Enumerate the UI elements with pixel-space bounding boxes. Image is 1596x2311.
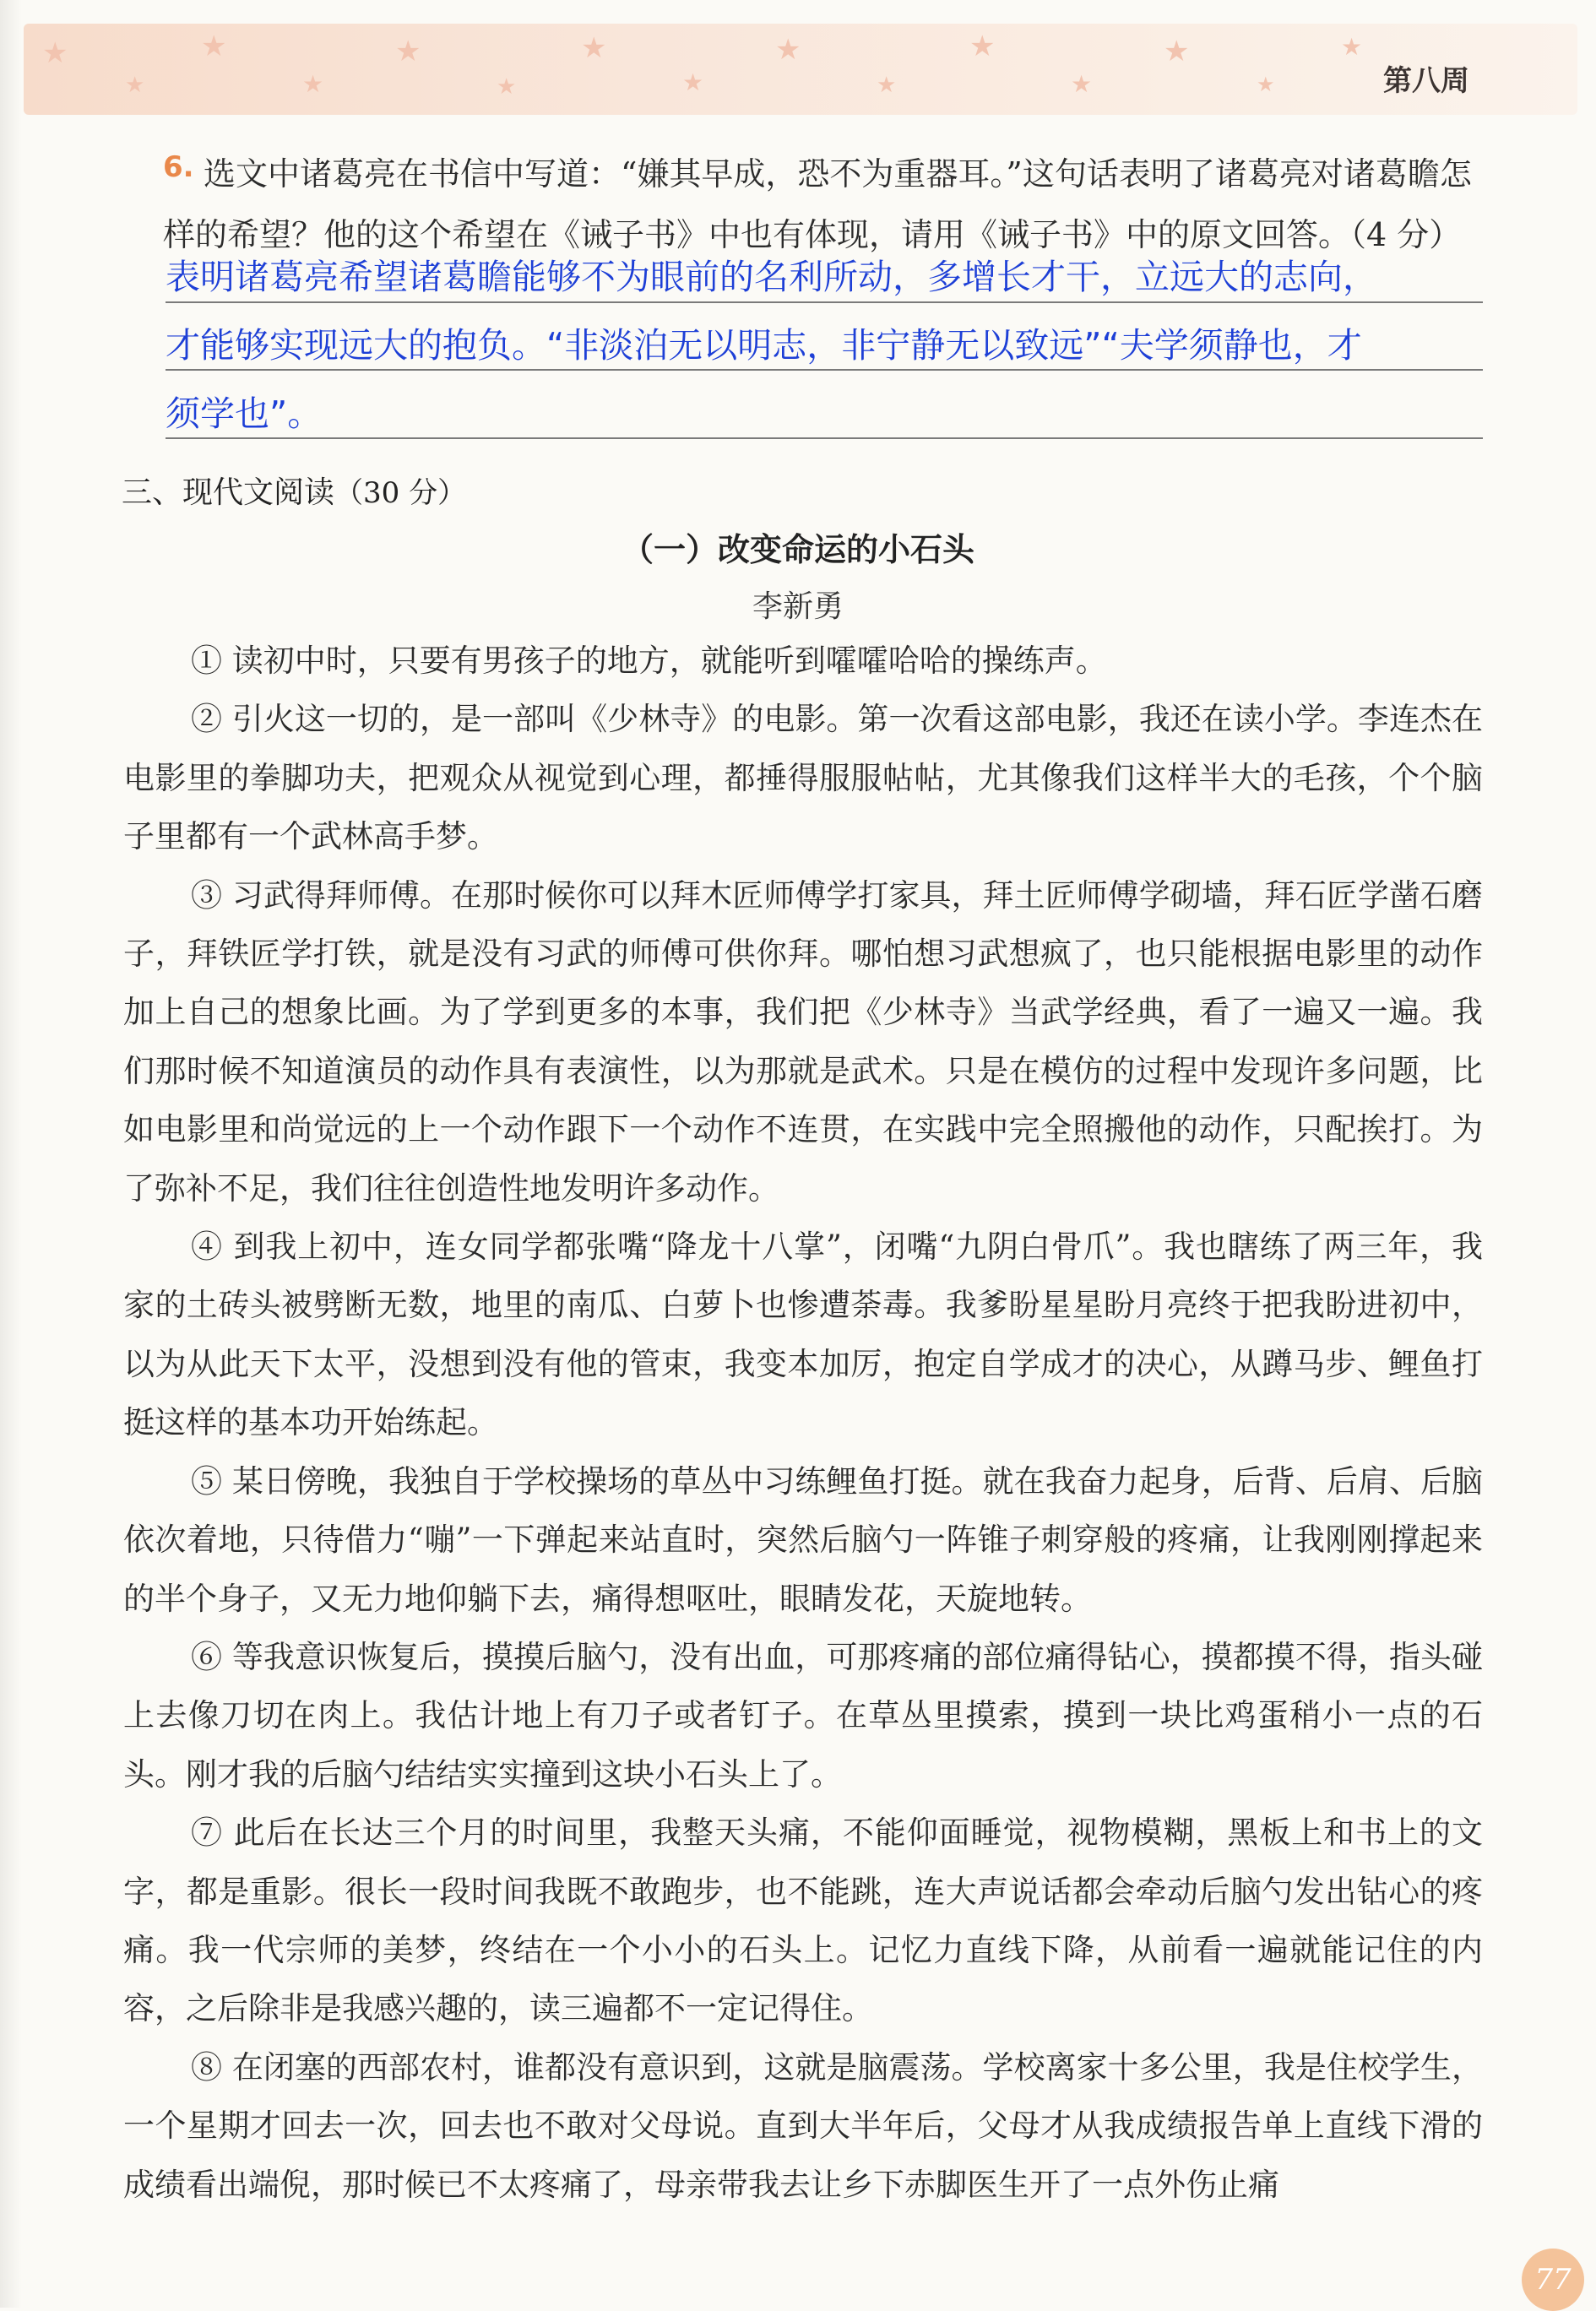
star-icon: ★ xyxy=(1071,70,1093,98)
handwritten-answer xyxy=(166,243,1491,448)
star-icon: ★ xyxy=(1341,33,1363,61)
paragraph-4: ④ 到我上初中，连女同学都张嘴“降龙十八掌”，闭嘴“九阴白骨爪”。我也瞎练了两三年，我家的土砖头被劈断无数，地里的南瓜、白萝卜也惨遭荼毒。我爹盼星星盼月亮终于把我盼进初中，以为从此天下太平，没想到没有他的管束，我变本加厉，抱定自学成才的决心，从蹲马步、鲤鱼打挺这样的基本功开始练起。 xyxy=(123,1229,1483,1441)
answer-line: 表明诸葛亮希望诸葛瞻能够不为眼前的名利所动，多增长才干，立远大的志向， xyxy=(166,257,1377,297)
section-label: 三、现代文阅读 xyxy=(122,475,335,510)
star-icon: ★ xyxy=(201,30,227,63)
answer-rule xyxy=(166,369,1483,371)
scan-edge xyxy=(0,0,22,2308)
star-icon: ★ xyxy=(395,35,421,68)
star-icon: ★ xyxy=(775,33,801,67)
article-body xyxy=(123,632,1483,2214)
section-heading xyxy=(122,469,466,512)
paragraph-6: ⑥ 等我意识恢复后，摸摸后脑勺，没有出血，可那疼痛的部位痛得钻心，摸都摸不得，指头碰上去像刀切在肉上。我估计地上有刀子或者钉子。在草丛里摸索，摸到一块比鸡蛋稍小一点的石头。刚才我的后脑勺结结实实撞到这块小石头上了。 xyxy=(123,1638,1483,1793)
question-text: 选文中诸葛亮在书信中写道：“嫌其早成，恐不为重器耳。”这句话表明了诸葛亮对诸葛瞻怎样的希望？他的这个希望在《诫子书》中也有体现，请用《诫子书》中的原文回答。（4 分） xyxy=(163,155,1472,253)
article-author: 李新勇 xyxy=(752,589,844,624)
answer-rule xyxy=(166,301,1483,303)
star-icon: ★ xyxy=(302,70,324,98)
page-header-band xyxy=(24,24,1577,115)
star-icon: ★ xyxy=(682,68,704,96)
paragraph-5: ⑤ 某日傍晚，我独自于学校操场的草丛中习练鲤鱼打挺。就在我奋力起身，后背、后肩、后脑依次着地，只待借力“嘣”一下弹起来站直时，突然后脑勺一阵锥子刺穿般的疼痛，让我刚刚撑起来的半个身子，又无力地仰躺下去，痛得想呕吐，眼睛发花，天旋地转。 xyxy=(123,1462,1483,1617)
article-title: （一）改变命运的小石头 xyxy=(621,531,974,568)
star-icon: ★ xyxy=(581,31,607,65)
star-icon: ★ xyxy=(969,30,996,63)
answer-rule xyxy=(166,437,1483,439)
paragraph-2: ② 引火这一切的，是一部叫《少林寺》的电影。第一次看这部电影，我还在读小学。李连杰在电影里的拳脚功夫，把观众从视觉到心理，都捶得服服帖帖，尤其像我们这样半大的毛孩，个个脑子里都有一个武林高手梦。 xyxy=(123,701,1483,855)
answer-line: 须学也”。 xyxy=(166,393,323,434)
star-icon: ★ xyxy=(497,74,517,100)
star-icon: ★ xyxy=(877,73,897,98)
week-label: 第八周 xyxy=(1383,64,1469,98)
question-number: 6. xyxy=(163,150,194,184)
star-icon: ★ xyxy=(42,36,68,70)
star-icon: ★ xyxy=(125,73,145,98)
paragraph-8: ⑧ 在闭塞的西部农村，谁都没有意识到，这就是脑震荡。学校离家十多公里，我是住校学生，一个星期才回去一次，回去也不敢对父母说。直到大半年后，父母才从我成绩报告单上直线下滑的成绩看出端倪，那时候已不太疼痛了，母亲带我去让乡下赤脚医生开了一点外伤止痛 xyxy=(123,2048,1483,2203)
page-number: 77 xyxy=(1522,2249,1584,2311)
answer-line: 才能够实现远大的抱负。“非淡泊无以明志，非宁静无以致远”“夫学须静也，才 xyxy=(166,325,1362,366)
star-icon: ★ xyxy=(1257,73,1275,96)
paragraph-1: ① 读初中时，只要有男孩子的地方，就能听到嚯嚯哈哈的操练声。 xyxy=(191,643,1107,679)
paragraph-3: ③ 习武得拜师傅。在那时候你可以拜木匠师傅学打家具，拜土匠师傅学砌墙，拜石匠学凿石磨子，拜铁匠学打铁，就是没有习武的师傅可供你拜。哪怕想习武想疯了，也只能根据电影里的动作加上自己的想象比画。为了学到更多的本事，我们把《少林寺》当武学经典，看了一遍又一遍。我们那时候不知道演员的动作具有表演性，以为那就是武术。只是在模仿的过程中发现许多问题，比如电影里和尚觉远的上一个动作跟下一个动作不连贯，在实践中完全照搬他的动作，只配挨打。为了弥补不足，我们往往创造性地发明许多动作。 xyxy=(123,876,1483,1207)
section-score: （30 分） xyxy=(334,476,467,510)
star-icon: ★ xyxy=(1164,35,1190,68)
paragraph-7: ⑦ 此后在长达三个月的时间里，我整天头痛，不能仰面睡觉，视物模糊，黑板上和书上的文字，都是重影。很长一段时间我既不敢跑步，也不能跳，连大声说话都会牵动后脑勺发出钻心的疼痛。我一代宗师的美梦，终结在一个小小的石头上。记忆力直线下降，从前看一遍就能记住的内容，之后除非是我感兴趣的，读三遍都不一定记得住。 xyxy=(123,1815,1483,2027)
